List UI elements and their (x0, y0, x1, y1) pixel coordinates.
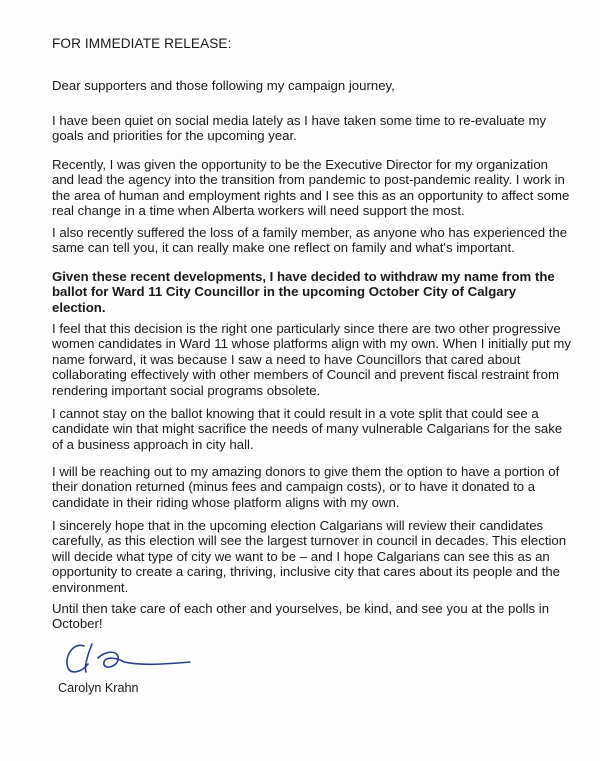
paragraph-executive-director: Recently, I was given the opportunity to be the Executive Director for my organization and lead the agency into the transition from pandemic to post-pandemic reality. I work in the area of human and employment rights and I see this as an opportunity to affect some real change in a time when Alberta workers will need support the most. (52, 157, 570, 219)
signatory-name: Carolyn Krahn (58, 681, 139, 695)
paragraph-election-hope: I sincerely hope that in the upcoming election Calgarians will review their candidates carefully, as this election will see the largest turnover in council in decades. This election will decide what type of city we want to be – and I hope Calgarians can see this as an opportunity to create a caring, thriving, inclusive city that cares about its people and the environment. (52, 518, 567, 595)
salutation: Dear supporters and those following my campaign journey, (52, 78, 395, 93)
paragraph-decision-reason: I feel that this decision is the right one particularly since there are two other progressive women candidates in Ward 11 whose platforms align with my own. When I initially put my name forward, it was because I saw a need to have Councillors that cared about collaborating effectively with other members of Council and prevent fiscal restraint from rendering important social programs obsolete. (52, 321, 571, 398)
press-release-heading: FOR IMMEDIATE RELEASE: (52, 36, 232, 51)
paragraph-family-loss: I also recently suffered the loss of a family member, as anyone who has experienced the same can tell you, it can really make one reflect on family and what's important. (52, 225, 568, 256)
paragraph-donors: I will be reaching out to my amazing donors to give them the option to have a portion of their donation returned (minus fees and campaign costs), or to have it donated to a candidate in their riding whose platform aligns with my own. (52, 464, 560, 510)
paragraph-social-media: I have been quiet on social media lately as I have taken some time to re-evaluate my goals and priorities for the upcoming year. (52, 113, 547, 144)
paragraph-vote-split: I cannot stay on the ballot knowing that it could result in a vote split that could see a candidate win that might sacrifice the needs of many vulnerable Calgarians for the sake of a business approach in city hall. (52, 406, 563, 452)
paragraph-withdrawal-announcement: Given these recent developments, I have decided to withdraw my name from the ballot for Ward 11 City Councillor in the upcoming October City of Calgary election. (52, 269, 555, 315)
paragraph-closing: Until then take care of each other and yourselves, be kind, and see you at the polls in October! (52, 601, 550, 632)
handwritten-signature (62, 636, 197, 678)
